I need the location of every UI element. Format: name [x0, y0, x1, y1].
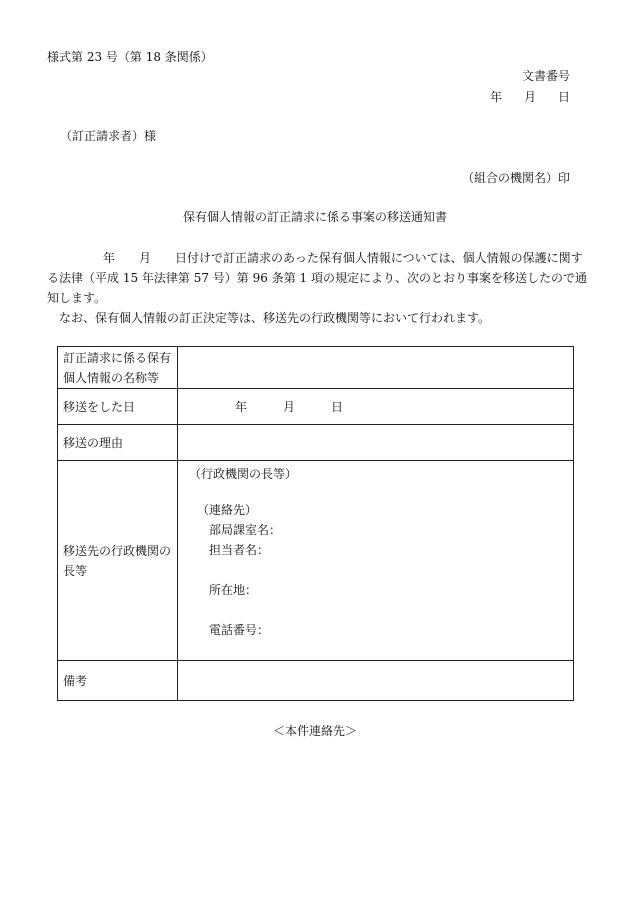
- remarks-value: [178, 661, 574, 701]
- destination-head: （行政機関の長等）: [189, 467, 298, 481]
- document-title: 保有個人情報の訂正請求に係る事案の移送通知書: [182, 210, 447, 224]
- document-number-label: 文書番号: [521, 69, 570, 83]
- issue-date-year: 年: [489, 90, 502, 104]
- body-paragraph-1: 年 月 日付けで訂正請求のあった保有個人情報については、個人情報の保護に関する法律（平成 15 年法律第 57 号）第 96 条第 1 項の規定により、次のとおり事案を移送したので通知します。: [47, 251, 587, 305]
- table-row: [58, 461, 574, 661]
- transfer-reason-value: [178, 425, 574, 461]
- table-row: [58, 389, 574, 425]
- issue-date: [490, 91, 570, 103]
- table-row: [58, 347, 574, 389]
- issuer: （組合の機関名）印: [461, 171, 570, 185]
- person-in-charge-field: 担当者名：: [209, 543, 270, 557]
- transfer-info-table: [57, 346, 574, 701]
- transfer-date-month: 月: [283, 399, 296, 414]
- destination-value: [178, 461, 574, 661]
- destination-label: 移送先の行政機関の長等: [58, 461, 178, 661]
- phone-field: 電話番号：: [209, 623, 270, 637]
- form-number: 様式第 23 号（第 18 条関係）: [47, 50, 213, 64]
- transfer-date-day: 日: [331, 399, 344, 414]
- transfer-date-year: 年: [235, 399, 248, 414]
- recipient: （訂正請求者）様: [60, 129, 157, 143]
- contact-heading: （連絡先）: [197, 503, 258, 517]
- issue-date-day: 日: [557, 90, 570, 104]
- issue-date-month: 月: [523, 90, 536, 104]
- transfer-date-value: [178, 389, 574, 425]
- address-field: 所在地：: [209, 583, 258, 597]
- department-field: 部局課室名：: [209, 523, 282, 537]
- body-paragraph-2: なお、保有個人情報の訂正決定等は、移送先の行政機関等において行われます。: [59, 311, 491, 325]
- table-row: [58, 425, 574, 461]
- contact-footer: ＜本件連絡先＞: [272, 724, 357, 738]
- body-text: [47, 248, 587, 328]
- info-name-label: 訂正請求に係る保有個人情報の名称等: [58, 347, 178, 389]
- transfer-reason-label: 移送の理由: [58, 425, 178, 461]
- remarks-label: 備考: [58, 661, 178, 701]
- table-row: [58, 661, 574, 701]
- info-name-value: [178, 347, 574, 389]
- transfer-date-label: 移送をした日: [58, 389, 178, 425]
